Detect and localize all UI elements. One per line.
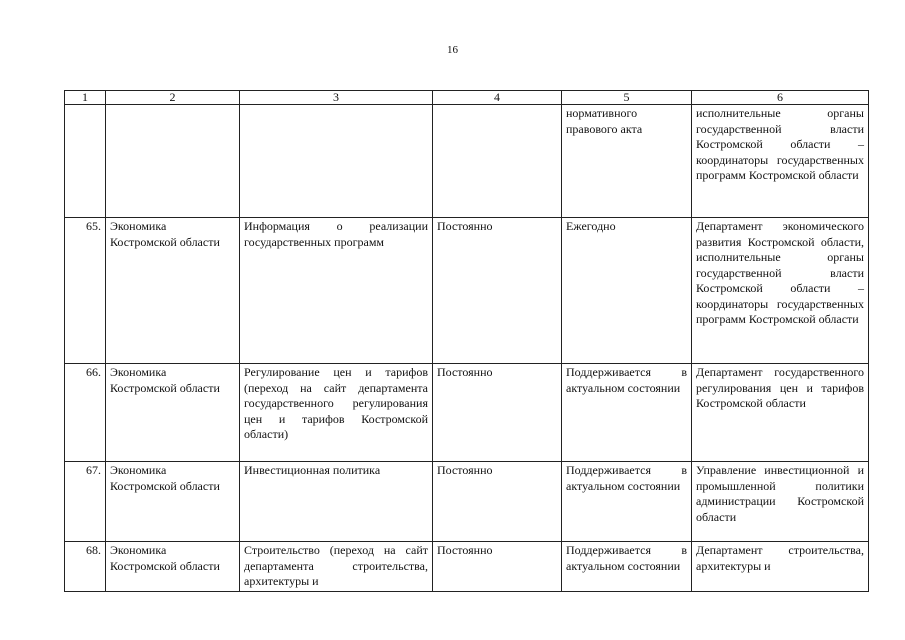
table-header (65, 91, 869, 105)
header-row (65, 91, 869, 105)
table-row (65, 364, 869, 462)
row-responsible: Департамент экономического развития Костромской области, исполнительные органы государственной власти Костромской области – координаторы государственных программ Костромской области (692, 218, 869, 364)
row-name: Строительство (переход на сайт департамента строительства, архитектуры и (240, 542, 433, 592)
row-responsible: Департамент государственного регулирования цен и тарифов Костромской области (692, 364, 869, 462)
row-name: Инвестиционная политика (240, 462, 433, 542)
document-table (64, 90, 869, 592)
row-name: Информация о реализации государственных программ (240, 218, 433, 364)
row-update: нормативного правового акта (562, 105, 692, 218)
row-number (65, 105, 106, 218)
row-sphere: Экономика Костромской области (106, 364, 240, 462)
row-name: Регулирование цен и тарифов (переход на сайт департамента государственного регулирования цен и тарифов Костромской области) (240, 364, 433, 462)
row-number: 67. (65, 462, 106, 542)
table-body (65, 105, 869, 592)
table-row (65, 542, 869, 592)
row-name (240, 105, 433, 218)
header-col-3: 3 (240, 91, 433, 105)
header-col-4: 4 (433, 91, 562, 105)
table-row (65, 218, 869, 364)
table-row (65, 105, 869, 218)
row-sphere (106, 105, 240, 218)
row-update: Поддерживается в актуальном состоянии (562, 364, 692, 462)
row-sphere: Экономика Костромской области (106, 462, 240, 542)
page-number: 16 (447, 44, 458, 56)
row-update: Поддерживается в актуальном состоянии (562, 542, 692, 592)
row-number: 66. (65, 364, 106, 462)
header-col-1: 1 (65, 91, 106, 105)
row-responsible: исполнительные органы государственной власти Костромской области – координаторы государственных программ Костромской области (692, 105, 869, 218)
row-responsible: Управление инвестиционной и промышленной политики администрации Костромской области (692, 462, 869, 542)
row-period: Постоянно (433, 542, 562, 592)
row-responsible: Департамент строительства, архитектуры и (692, 542, 869, 592)
row-update: Поддерживается в актуальном состоянии (562, 462, 692, 542)
row-period: Постоянно (433, 218, 562, 364)
row-update: Ежегодно (562, 218, 692, 364)
header-col-5: 5 (562, 91, 692, 105)
row-number: 65. (65, 218, 106, 364)
row-period: Постоянно (433, 364, 562, 462)
row-number: 68. (65, 542, 106, 592)
table-row (65, 462, 869, 542)
row-sphere: Экономика Костромской области (106, 218, 240, 364)
row-sphere: Экономика Костромской области (106, 542, 240, 592)
row-period: Постоянно (433, 462, 562, 542)
header-col-2: 2 (106, 91, 240, 105)
header-col-6: 6 (692, 91, 869, 105)
row-period (433, 105, 562, 218)
